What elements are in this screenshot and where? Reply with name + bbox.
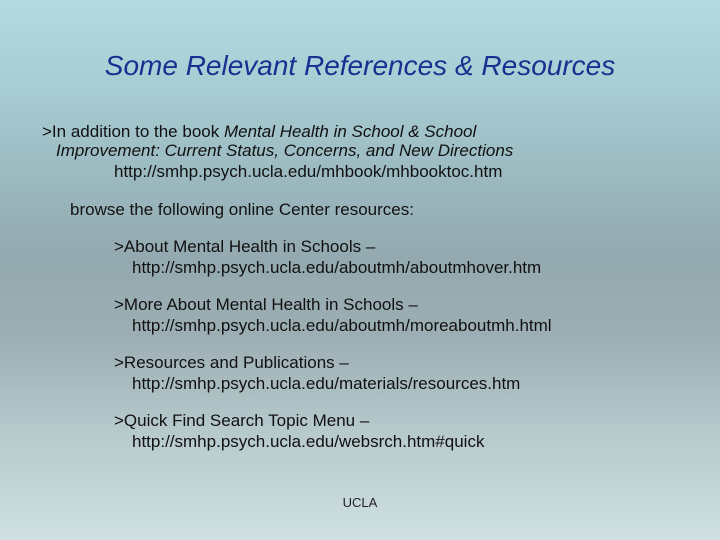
book-url-link[interactable]: http://smhp.psych.ucla.edu/mhbook/mhbooktoc.htm: [114, 162, 503, 181]
browse-text: browse the following online Center resources:: [70, 200, 414, 219]
slide-title: Some Relevant References & Resources: [104, 50, 616, 81]
intro-prefix: >In addition to the book: [42, 122, 224, 141]
footer-label: UCLA: [342, 495, 378, 510]
resource-url-link[interactable]: http://smhp.psych.ucla.edu/aboutmh/aboutmhover.htm: [132, 258, 542, 277]
resource-label: >Resources and Publications –: [114, 353, 349, 372]
resource-url-link[interactable]: http://smhp.psych.ucla.edu/materials/resources.htm: [132, 374, 521, 393]
resource-url-link[interactable]: http://smhp.psych.ucla.edu/websrch.htm#quick: [132, 432, 485, 451]
resource-label: >More About Mental Health in Schools –: [114, 295, 418, 314]
resource-label: >About Mental Health in Schools –: [114, 237, 376, 256]
book-title-line2: Improvement: Current Status, Concerns, and New Directions: [56, 141, 514, 160]
resource-url-link[interactable]: http://smhp.psych.ucla.edu/aboutmh/moreaboutmh.html: [132, 316, 552, 335]
intro-line: [42, 122, 476, 142]
book-title-line1: Mental Health in School & School: [223, 122, 477, 141]
resource-label: >Quick Find Search Topic Menu –: [114, 411, 370, 430]
